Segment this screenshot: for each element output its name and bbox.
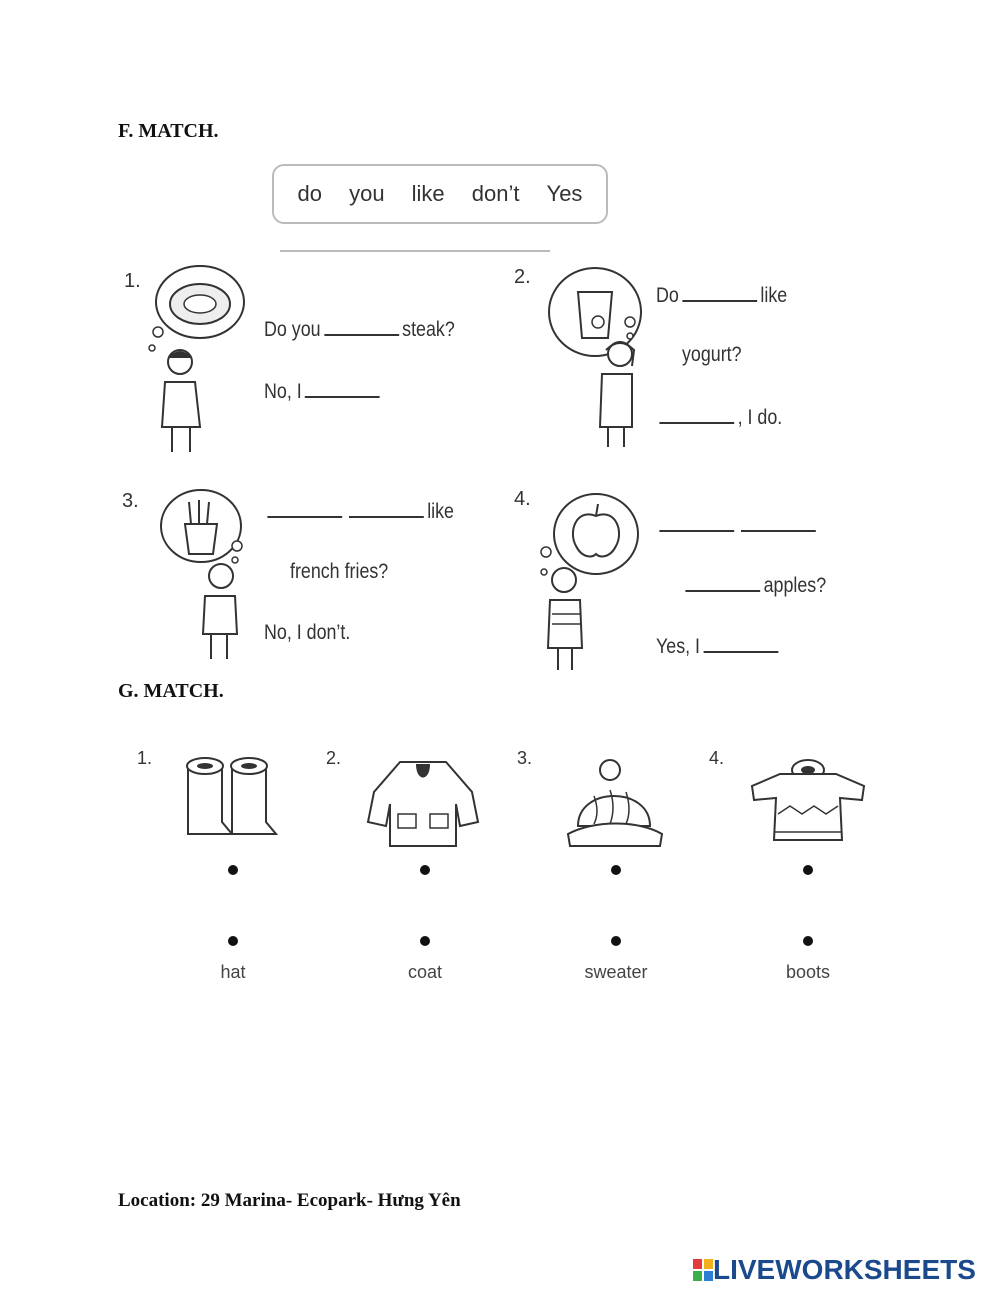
answer-blank[interactable] <box>703 633 778 653</box>
item2-line2: yogurt? <box>682 343 742 366</box>
item1-line2: No, I <box>264 378 383 404</box>
word-bank-item: don’t <box>471 181 520 206</box>
answer-blank[interactable] <box>685 572 760 592</box>
answer-blank[interactable] <box>267 498 342 518</box>
yogurt-thought-illustration <box>540 262 650 452</box>
answer-blank[interactable] <box>659 404 734 424</box>
boots-icon <box>180 752 284 850</box>
answer-blank[interactable] <box>659 512 734 532</box>
item-number: 1. <box>124 270 141 292</box>
item4-line2: apples? <box>682 572 826 598</box>
picture-number: 3. <box>517 748 533 768</box>
picture-number: 2. <box>326 748 342 768</box>
match-dot-bottom[interactable] <box>420 936 430 946</box>
word-bank-item: Yes <box>546 181 583 206</box>
coat-icon <box>360 752 486 850</box>
word-bank <box>272 164 608 224</box>
picture-number: 1. <box>137 748 153 768</box>
match-dot-bottom[interactable] <box>228 936 238 946</box>
answer-blank[interactable] <box>682 282 757 302</box>
french-fries-thought-illustration <box>155 484 255 664</box>
picture-number: 4. <box>709 748 725 768</box>
location-footer: Location: 29 Marina- Ecopark- Hưng Yên <box>118 1190 461 1211</box>
item3-line2: french fries? <box>290 560 389 583</box>
divider <box>280 250 550 252</box>
word-label: hat <box>220 962 246 982</box>
answer-blank[interactable] <box>349 498 424 518</box>
word-label: coat <box>407 962 443 982</box>
liveworksheets-logo-icon <box>693 1259 713 1281</box>
brand-logo <box>693 1254 976 1286</box>
answer-blank[interactable] <box>305 378 380 398</box>
sweater-icon <box>750 756 870 850</box>
item4-line1 <box>656 512 819 538</box>
steak-thought-illustration <box>140 262 260 457</box>
apple-thought-illustration <box>536 488 646 674</box>
match-dot-top[interactable] <box>803 865 813 875</box>
answer-blank[interactable] <box>324 316 399 336</box>
match-dot-top[interactable] <box>611 865 621 875</box>
match-dot-top[interactable] <box>420 865 430 875</box>
item3-line1: like <box>264 498 454 524</box>
word-bank-item: do <box>297 181 323 206</box>
item4-line3: Yes, I <box>656 633 782 659</box>
section-f-title: F. MATCH. <box>118 120 219 142</box>
match-dot-bottom[interactable] <box>803 936 813 946</box>
answer-blank[interactable] <box>741 512 816 532</box>
section-g-title: G. MATCH. <box>118 680 224 702</box>
item3-line3: No, I don’t. <box>264 621 351 644</box>
word-bank-item: you <box>349 181 385 206</box>
item-number: 2. <box>514 266 531 288</box>
item1-line1: Do you steak? <box>264 318 455 341</box>
word-bank-item: like <box>411 181 445 206</box>
item2-line1: Do like <box>656 284 788 307</box>
word-label: sweater <box>584 962 648 982</box>
word-label: boots <box>785 962 831 982</box>
item2-line3: , I do. <box>656 404 782 430</box>
item-number: 3. <box>122 490 139 512</box>
item-number: 4. <box>514 488 531 510</box>
brand-name: LIVEWORKSHEETS <box>713 1254 976 1285</box>
match-dot-bottom[interactable] <box>611 936 621 946</box>
match-dot-top[interactable] <box>228 865 238 875</box>
hat-icon <box>564 756 668 850</box>
